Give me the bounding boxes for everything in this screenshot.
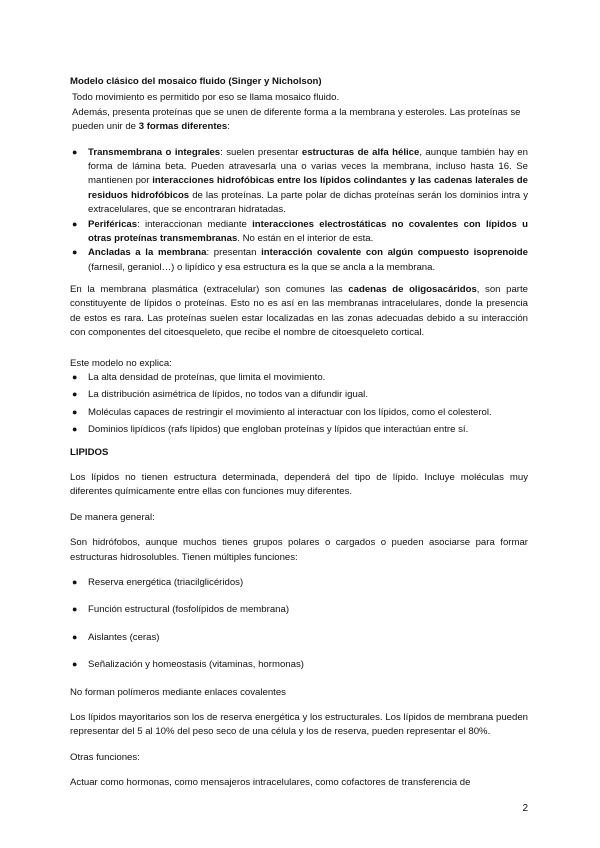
not-explain-list	[70, 371, 528, 438]
bullet-icon: ●	[72, 424, 78, 435]
list-item-transmembrane: ● Transmembrana o integrales: suelen presentar estructuras de alfa hélice, aunque también hay en forma de lámina beta. Pueden atravesarla una o varias veces la membrana, incluso hasta 16. Se mantienen por interacciones hidrofóbicas entre los lípidos colindantes y las cadenas laterales de residuos hidrofóbicos de las proteínas. La parte polar de dichas proteínas serán los dominios intra y extracelulares, que se encontraran hidratadas.	[72, 146, 529, 216]
bullet-icon: ●	[72, 218, 78, 229]
list-item: ● La distribución asimétrica de lípidos, no todos van a difundir igual.	[72, 389, 368, 401]
list-item: ● Moléculas capaces de restringir el movimiento al interactuar con los lípidos, como el colesterol.	[72, 406, 492, 418]
list-item: ● Función estructural (fosfolípidos de membrana)	[72, 604, 290, 616]
section-heading-lipidos: LIPIDOS	[70, 446, 109, 458]
intro-paragraph-1: Todo movimiento es permitido por eso se llama mosaico fluido.	[72, 92, 340, 104]
bullet-icon: ●	[72, 576, 78, 587]
plasma-membrane-paragraph: En la membrana plasmática (extracelular) son comunes las cadenas de oligosacáridos, son parte constituyente de lípidos o proteínas. Esto no es así en las membranas intracelulares, donde la presencia de estos es rara. Las proteínas suelen estar localizadas en las zonas adecuadas debido a su interacción con componentes del citoesqueleto, que recibe el nombre de citoesqueleto cortical.	[70, 284, 528, 339]
bullet-icon: ●	[72, 389, 78, 400]
list-item: ● La alta densidad de proteínas, que limita el movimiento.	[72, 372, 326, 384]
not-explain-heading: Este modelo no explica:	[70, 357, 172, 369]
lipid-functions-list	[70, 576, 528, 673]
no-polymers-line: No forman polímeros mediante enlaces covalentes	[70, 686, 286, 698]
list-item-anchored: ● Ancladas a la membrana: presentan interacción covalente con algún compuesto isoprenoide (farnesil, geraniol…) o lipídico y esa estructura es la que se ancla a la membrana.	[72, 247, 529, 273]
page-content	[70, 75, 528, 790]
bullet-icon: ●	[72, 604, 78, 615]
general-heading: De manera general:	[70, 511, 155, 523]
section-heading-model: Modelo clásico del mosaico fluido (Singer y Nicholson)	[70, 76, 322, 87]
lipids-paragraph-1: Los lípidos no tienen estructura determinada, dependerá del tipo de lípido. Incluye moléculas muy diferentes químicamente entre ellas con funciones muy diferentes.	[70, 471, 528, 498]
bullet-icon: ●	[72, 659, 78, 670]
list-item-peripheral: ● Periféricas: interaccionan mediante interacciones electrostáticas no covalentes con lípidos u otras proteínas transmembranas. No están en el interior de esta.	[72, 218, 528, 244]
bullet-icon: ●	[72, 146, 78, 157]
list-item: ● Reserva energética (triacilglicéridos)	[72, 576, 244, 588]
list-item: ● Señalización y homeostasis (vitaminas, hormonas)	[72, 659, 304, 671]
other-functions-paragraph: Actuar como hormonas, como mensajeros intracelulares, como cofactores de transferencia de	[70, 777, 471, 789]
bullet-icon: ●	[72, 406, 78, 417]
list-item: ● Aislantes (ceras)	[72, 631, 160, 643]
bullet-icon: ●	[72, 247, 78, 258]
major-lipids-paragraph: Los lípidos mayoritarios son los de reserva energética y los estructurales. Los lípidos de membrana pueden representar del 5 al 10% del peso seco de una célula y los de reserva, pueden representar el 80%.	[70, 711, 528, 738]
page-number: 2	[522, 803, 528, 814]
bullet-icon: ●	[72, 631, 78, 642]
list-item: ● Dominios lipídicos (rafs lípidos) que engloban proteínas y lípidos que interactúan entre sí.	[72, 424, 469, 436]
protein-forms-list	[70, 146, 528, 276]
intro-paragraph-2: Además, presenta proteínas que se unen de diferente forma a la membrana y esteroles. Las proteínas se pueden unir de 3 formas diferentes:	[72, 106, 521, 133]
bullet-icon: ●	[72, 372, 78, 383]
other-functions-heading: Otras funciones:	[70, 751, 140, 763]
lipids-paragraph-2: Son hidrófobos, aunque muchos tienes grupos polares o cargados o pueden asociarse para formar estructuras hidrosolubles. Tienen múltiples funciones:	[70, 537, 528, 563]
